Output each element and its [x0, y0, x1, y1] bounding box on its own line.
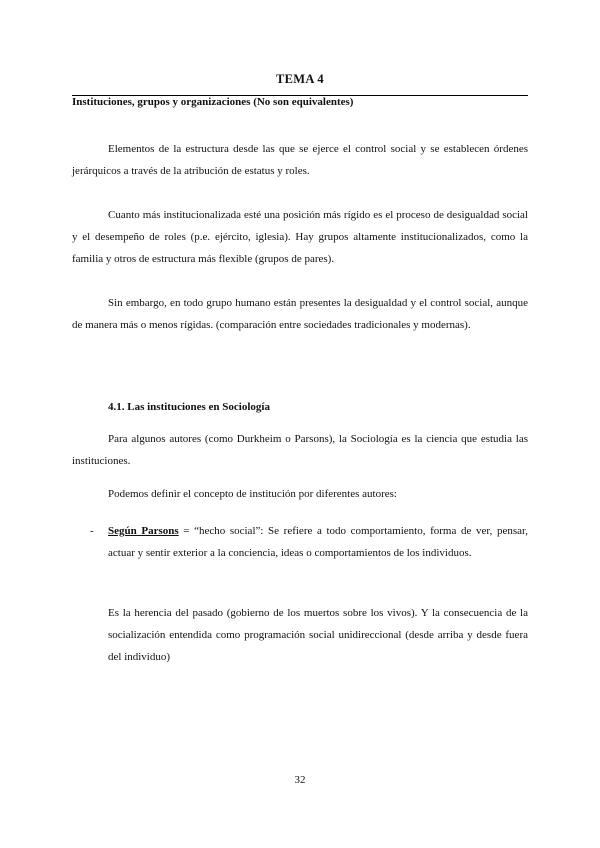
paragraph-3: Sin embargo, en todo grupo humano están presentes la desigualdad y el control social, aunque de manera más o menos rígidas. (comparación entre sociedades tradicionales y modernas). — [72, 297, 528, 331]
page-subtitle: Instituciones, grupos y organizaciones (No son equivalentes) — [72, 96, 354, 108]
bullet-lead-author: Según Parsons — [108, 525, 179, 537]
bullet-item-parsons — [108, 520, 528, 564]
definition-intro: Podemos definir el concepto de institución por diferentes autores: — [108, 488, 397, 500]
closing-paragraph: Es la herencia del pasado (gobierno de los muertos sobre los vivos). Y la consecuencia de la socialización entendida como programación social unidireccional (desde arriba y desde fuera del individuo) — [108, 607, 528, 663]
page-title: TEMA 4 — [276, 72, 324, 86]
paragraph-2: Cuanto más institucionalizada esté una posición más rígido es el proceso de desigualdad social y el desempeño de roles (p.e. ejército, iglesia). Hay grupos altamente institucionalizados, como la familia y otros de estructura más flexible (grupos de pares). — [72, 209, 528, 265]
section-intro-paragraph: Para algunos autores (como Durkheim o Parsons), la Sociología es la ciencia que estudia las instituciones. — [72, 433, 528, 467]
page-number: 32 — [294, 774, 306, 786]
bullet-dash: - — [90, 525, 94, 537]
paragraph-1: Elementos de la estructura desde las que se ejerce el control social y se establecen órdenes jerárquicos a través de la atribución de estatus y roles. — [72, 143, 528, 177]
bullet-item-text: = “hecho social”: Se refiere a todo comportamiento, forma de ver, pensar, actuar y sentir exterior a la conciencia, ideas o comportamientos de los individuos. — [108, 525, 528, 559]
section-heading: 4.1. Las instituciones en Sociología — [108, 401, 270, 413]
